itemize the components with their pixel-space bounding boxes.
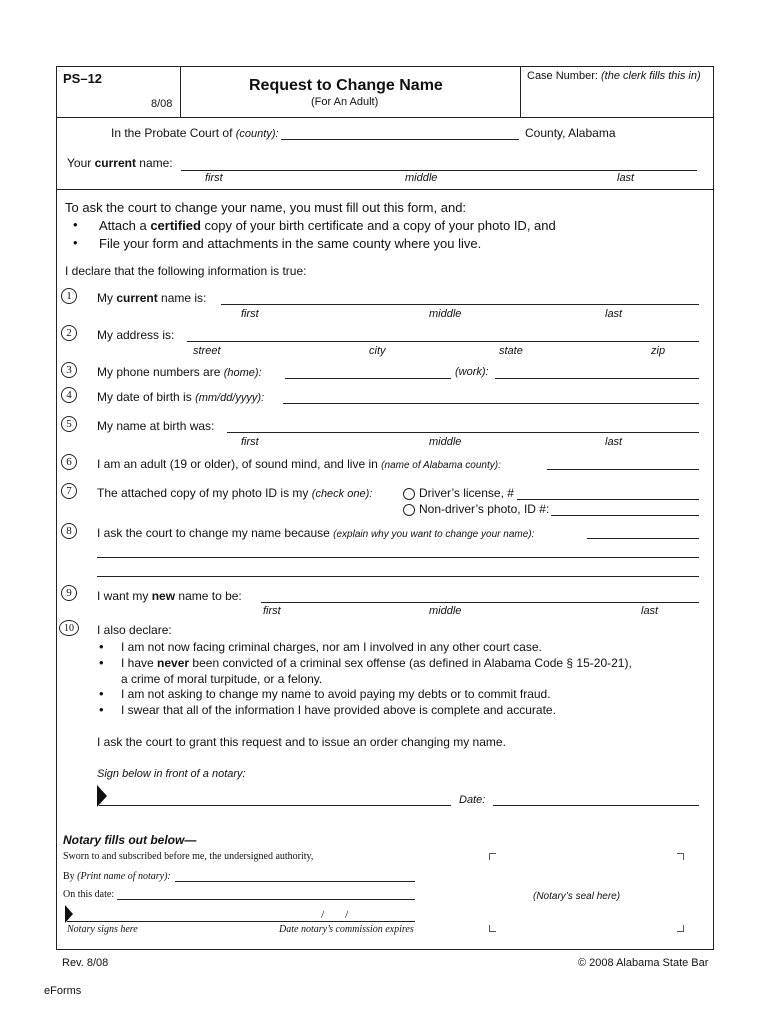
non-drivers-id-input[interactable] — [551, 515, 699, 516]
instructions-bullet-2: File your form and attachments in the same county where you live. — [99, 236, 482, 251]
copyright: © 2008 Alabama State Bar — [578, 957, 709, 969]
form-id-cell — [57, 67, 181, 117]
eforms-label: eForms — [44, 985, 82, 997]
last-caption: last — [641, 605, 659, 617]
item-number-6: 6 — [61, 454, 77, 470]
item-6-label: I am an adult (19 or older), of sound mind, and live in (name of Alabama county): — [97, 457, 501, 471]
sign-below-label: Sign below in front of a notary: — [97, 768, 246, 780]
item-1-label: My current name is: — [97, 291, 207, 305]
notary-name-input[interactable] — [175, 881, 415, 882]
current-name-last-caption: last — [617, 172, 635, 184]
seal-corner-tl — [489, 853, 496, 860]
first-caption: first — [241, 308, 259, 320]
dob-input[interactable] — [283, 403, 699, 404]
middle-caption: middle — [429, 436, 462, 448]
current-name-field[interactable] — [181, 170, 697, 171]
instructions-intro: To ask the court to change your name, you must fill out this form, and: — [65, 200, 467, 215]
revision: Rev. 8/08 — [62, 957, 109, 969]
bullet: • — [99, 686, 104, 701]
current-name-input[interactable] — [221, 304, 699, 305]
middle-caption: middle — [429, 308, 462, 320]
item-8-label: I ask the court to change my name because (explain why you want to change your name): — [97, 526, 535, 540]
last-caption: last — [605, 308, 623, 320]
item-number-5: 5 — [61, 416, 77, 432]
sign-arrow-icon — [97, 785, 107, 807]
reason-input-1[interactable] — [587, 538, 699, 539]
notary-seal-label: (Notary’s seal here) — [533, 891, 621, 902]
seal-corner-bl — [489, 925, 496, 932]
notary-date-input[interactable] — [117, 899, 415, 900]
case-number-label: Case Number: (the clerk fills this in) — [527, 70, 701, 82]
item-7-label: The attached copy of my photo ID is my (check one): — [97, 486, 373, 500]
form-frame — [56, 66, 714, 950]
divider — [57, 189, 713, 190]
state-caption: state — [499, 345, 523, 357]
date-label: Date: — [459, 794, 486, 806]
current-name-label: Your current name: — [67, 156, 173, 170]
drivers-license-label: Driver’s license, # — [419, 486, 514, 500]
reason-input-2[interactable] — [97, 557, 699, 558]
non-drivers-id-label: Non-driver’s photo, ID #: — [419, 502, 550, 516]
zip-caption: zip — [651, 345, 666, 357]
first-caption: first — [263, 605, 281, 617]
item-number-4: 4 — [61, 387, 77, 403]
reason-input-3[interactable] — [97, 576, 699, 577]
item-2-label: My address is: — [97, 328, 175, 342]
form-subtitle: (For An Adult) — [311, 96, 379, 108]
middle-caption: middle — [429, 605, 462, 617]
bullet: • — [99, 702, 104, 717]
grant-request: I ask the court to grant this request and to issue an order changing my name. — [97, 735, 506, 749]
item-5-label: My name at birth was: — [97, 419, 215, 433]
slash-1: / — [321, 907, 325, 921]
declare-3: I am not asking to change my name to avoid paying my debts or to commit fraud. — [121, 687, 551, 701]
last-caption: last — [605, 436, 623, 448]
seal-corner-tr — [677, 853, 684, 860]
court-suffix: County, Alabama — [525, 126, 616, 140]
street-caption: street — [193, 345, 221, 357]
notary-signature-input[interactable] — [67, 921, 415, 922]
item-number-1: 1 — [61, 288, 77, 304]
city-caption: city — [369, 345, 386, 357]
item-4-label: My date of birth is (mm/dd/yyyy): — [97, 390, 265, 404]
form-title: Request to Change Name — [249, 77, 443, 94]
notary-sworn: Sworn to and subscribed before me, the undersigned authority, — [63, 851, 314, 862]
case-number-cell[interactable] — [520, 67, 715, 117]
notary-signs-here: Notary signs here — [67, 924, 138, 935]
bullet: • — [73, 217, 78, 232]
court-label: In the Probate Court of (county): — [111, 126, 279, 140]
declare-text: I declare that the following information is true: — [65, 264, 307, 278]
notary-by: By (Print name of notary): — [63, 871, 171, 882]
current-name-first-caption: first — [205, 172, 223, 184]
form-id: PS–12 — [63, 71, 103, 86]
instructions-bullet-1: Attach a certified copy of your birth certificate and a copy of your photo ID, and — [99, 218, 556, 233]
declare-1: I am not now facing criminal charges, nor am I involved in any other court case. — [121, 640, 542, 654]
notary-on-date: On this date: — [63, 889, 115, 900]
new-name-input[interactable] — [261, 602, 699, 603]
work-label: (work): — [455, 366, 489, 378]
bullet: • — [73, 235, 78, 250]
item-number-9: 9 — [61, 585, 77, 601]
form-header — [57, 67, 713, 118]
county-residence-input[interactable] — [547, 469, 699, 470]
birth-name-input[interactable] — [227, 432, 699, 433]
first-caption: first — [241, 436, 259, 448]
signature-date-input[interactable] — [493, 805, 699, 806]
form-date: 8/08 — [151, 98, 173, 110]
declare-4: I swear that all of the information I have provided above is complete and accurate. — [121, 703, 556, 717]
county-field[interactable] — [281, 139, 519, 140]
home-phone-input[interactable] — [285, 378, 451, 379]
item-number-8: 8 — [61, 523, 77, 539]
declare-2-cont: a crime of moral turpitude, or a felony. — [121, 672, 323, 686]
signature-input[interactable] — [99, 805, 451, 806]
seal-corner-br — [677, 925, 684, 932]
slash-2: / — [345, 907, 349, 921]
item-number-7: 7 — [61, 483, 77, 499]
bullet: • — [99, 655, 104, 670]
drivers-license-radio[interactable] — [403, 488, 415, 500]
notary-heading: Notary fills out below— — [63, 833, 197, 847]
non-drivers-id-radio[interactable] — [403, 504, 415, 516]
item-number-10: 10 — [59, 620, 79, 636]
work-phone-input[interactable] — [495, 378, 699, 379]
item-10-label: I also declare: — [97, 623, 172, 637]
item-number-2: 2 — [61, 325, 77, 341]
item-number-3: 3 — [61, 362, 77, 378]
current-name-middle-caption: middle — [405, 172, 438, 184]
declare-2: I have never been convicted of a criminal sex offense (as defined in Alabama Code § 15-20-21), — [121, 656, 632, 670]
address-input[interactable] — [187, 341, 699, 342]
item-3-label: My phone numbers are (home): — [97, 365, 262, 379]
bullet: • — [99, 639, 104, 654]
commission-expires: Date notary’s commission expires — [279, 924, 414, 935]
drivers-license-input[interactable] — [517, 499, 699, 500]
item-9-label: I want my new name to be: — [97, 589, 242, 603]
